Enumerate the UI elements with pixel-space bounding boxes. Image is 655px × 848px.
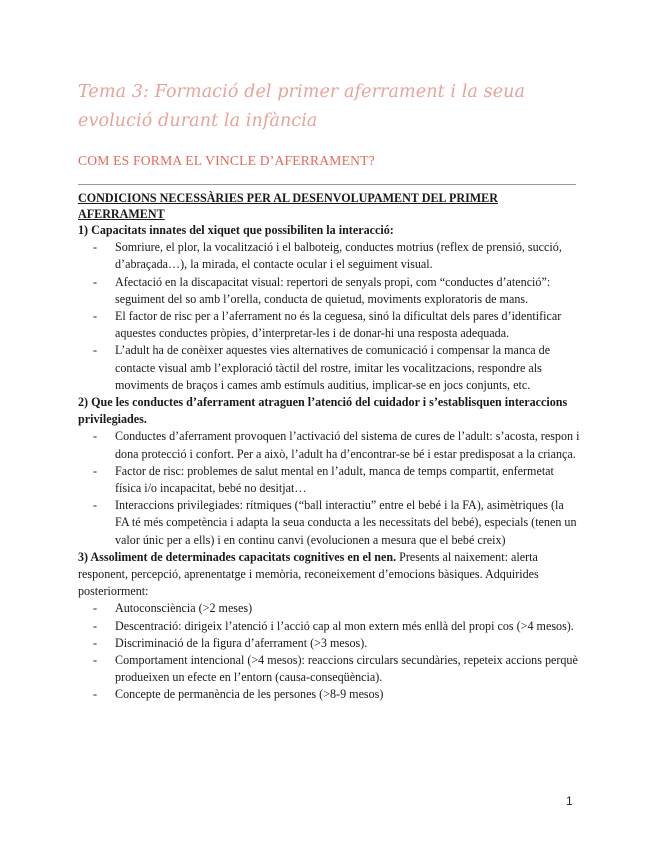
list-item: - Conductes d’aferrament provoquen l’activació del sistema de cures de l’adult: s’acosta, respon i dona protecció i confort. Per a això, l’adult ha d’encontrar-se bé i estar predisposat a la criança. [93,429,580,461]
point-2-list [78,428,580,548]
bullet-dash: - [93,309,98,324]
point-2-title: 2) Que les conductes d’aferrament atraguen l’atenció del cuidador i s’establisquen interaccions privilegiades. [78,395,568,427]
list-item: - El factor de risc per a l’aferrament no és la ceguesa, sinó la dificultat dels pares d’identificar aquestes conductes pròpies, d’interpretar-les i de donar-hi una resposta adequada. [93,309,562,341]
bullet-dash: - [93,463,98,478]
list-item: - Autoconsciència (>2 meses) [78,600,580,617]
list-item: - Somriure, el plor, la vocalització i el balboteig, conductes motrius (reflex de prensió, succió, d’abraçada…), la mirada, el contacte ocular i el seguiment visual. [93,240,562,272]
subheading: CONDICIONS NECESSÀRIES PER AL DESENVOLUPAMENT DEL PRIMER AFERRAMENT [78,191,498,221]
point-3-paragraph [78,549,580,601]
list-item: - Interaccions privilegiades: rítmiques (“ball interactiu” entre el bebé i la FA), asimètriques (la FA té més competència i adapta la seua conducta a les necessitats del bebé), especials (tenen un valor únic per a ells) i en continu canvi (evolucionen a mesura que el bebé creix) [93,498,577,547]
point-1-list [78,239,580,394]
point-3-text: Presents al naixement: alerta responent, percepció, aprenentatge i memòria, reconeixement d’emocions bàsiques. Adquirides posteriorment: [78,549,539,599]
bullet-dash: - [93,653,98,668]
point-3-list [78,600,580,703]
bullet-dash: - [93,274,98,289]
document-body [78,190,580,704]
section-heading: COM ES FORMA EL VINCLE D’AFERRAMENT? [78,153,375,168]
list-item: - Afectació en la discapacitat visual: repertori de senyals propi, com “conductes d’atenció”: seguiment del so amb l’orella, conducta de quietud, moviments exploratoris de mans. [93,274,551,306]
bullet-dash: - [93,343,98,358]
bullet-dash: - [93,618,98,633]
bullet-dash: - [93,601,98,616]
list-item: - Comportament intencional (>4 mesos): reaccions circulars secundàries, repeteix accions perquè produeixen un efecte en l’entorn (causa-conseqüència). [93,653,578,685]
list-item: - Descentració: dirigeix l’atenció i l’acció cap al mon extern més enllà del propi cos (>4 mesos). [78,618,580,635]
list-item: - Concepte de permanència de les persones (>8-9 mesos) [78,686,580,703]
bullet-dash: - [93,687,98,702]
bullet-dash: - [93,429,98,444]
bullet-dash: - [93,498,98,513]
page-number: 1 [566,794,573,808]
list-item: - Discriminació de la figura d’aferrament (>3 mesos). [78,635,580,652]
document-title: Tema 3: Formació del primer aferrament i la seua evolució durant la infància [78,82,526,131]
point-1-title: 1) Capacitats innates del xiquet que possibiliten la interacció: [78,223,394,237]
point-3-title: 3) Assoliment de determinades capacitats cognitives en el nen. [78,549,397,564]
bullet-dash: - [93,635,98,650]
list-item: - Factor de risc: problemes de salut mental en l’adult, manca de temps compartit, enfermetat física i/o incapacitat, bebé no desitjat… [93,463,554,496]
list-item: - L’adult ha de conèixer aquestes vies alternatives de comunicació i compensar la manca de contacte visual amb l’exploració tàctil del rostre, imitar les vocalitzacions, respondre als moviments de braços i cames amb estímuls auditius, implicar-se en jocs conjunts, etc. [93,343,551,392]
bullet-dash: - [93,240,98,255]
horizontal-rule [78,184,576,185]
